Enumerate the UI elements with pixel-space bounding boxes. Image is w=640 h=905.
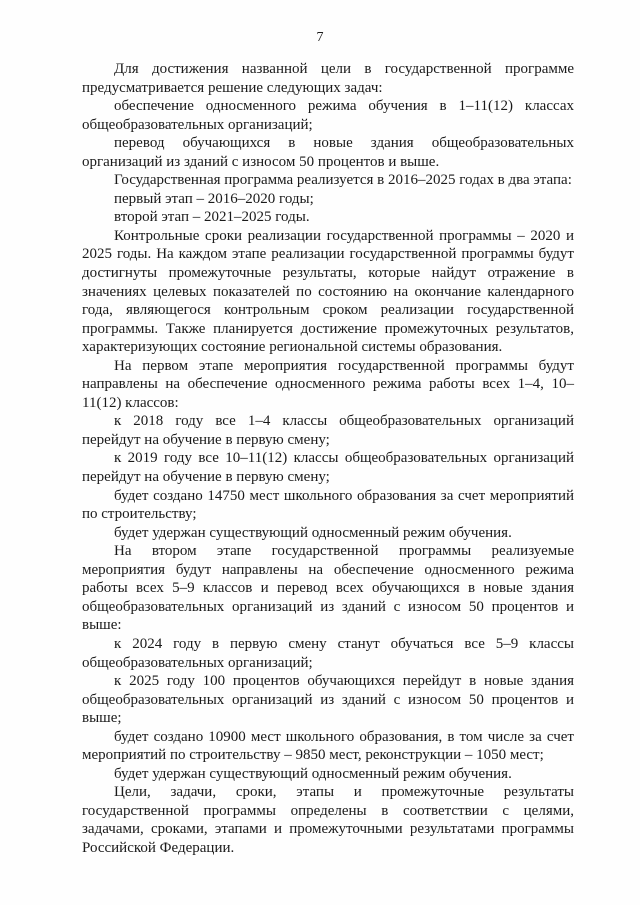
paragraph: Контрольные сроки реализации государственной программы – 2020 и 2025 годы. На каждом этапе реализации государственной программы будут достигнуты промежуточные результаты, которые найдут отражение в значениях целевых показателей по состоянию на окончание календарного года, являющегося контрольным сроком реализации государственной программы. Также планируется достижение промежуточных результатов, характеризующих состояние региональной системы образования.	[82, 227, 574, 356]
paragraph: Для достижения названной цели в государственной программе предусматривается решение следующих задач:	[82, 61, 574, 96]
paragraph: перевод обучающихся в новые здания общеобразовательных организаций из зданий с износом 50 процентов и выше.	[82, 135, 574, 170]
paragraph: к 2019 году все 10–11(12) классы общеобразовательных организаций перейдут на обучение в первую смену;	[82, 450, 574, 486]
paragraph: первый этап – 2016–2020 годы;	[114, 190, 314, 207]
paragraph: к 2025 году 100 процентов обучающихся перейдут в новые здания общеобразовательных организаций из зданий с износом 50 процентов и выше;	[82, 673, 574, 727]
paragraph: второй этап – 2021–2025 годы.	[114, 209, 310, 226]
body-text	[82, 60, 574, 858]
paragraph: к 2018 году все 1–4 классы общеобразовательных организаций перейдут на обучение в первую смену;	[82, 413, 574, 448]
paragraph: будет создано 14750 мест школьного образования за счет мероприятий по строительству;	[82, 487, 574, 523]
paragraph: будет создано 10900 мест школьного образования, в том числе за счет мероприятий по строительству – 9850 мест, реконструкции – 1050 мест;	[82, 728, 574, 764]
paragraph: Цели, задачи, сроки, этапы и промежуточные результаты государственной программы определены в соответствии с целями, задачами, сроками, этапами и промежуточными результатами программы Российской Федерации.	[82, 784, 574, 856]
paragraph: обеспечение односменного режима обучения в 1–11(12) классах общеобразовательных организаций;	[82, 98, 574, 133]
paragraph: Государственная программа реализуется в 2016–2025 годах в два этапа:	[114, 172, 572, 189]
page-number: 7	[316, 30, 324, 45]
paragraph: На первом этапе мероприятия государственной программы будут направлены на обеспечение односменного режима работы всех 1–4, 10–11(12) классов:	[82, 357, 574, 411]
paragraph: будет удержан существующий односменный режим обучения.	[114, 524, 512, 541]
paragraph: к 2024 году в первую смену станут обучаться все 5–9 классы общеобразовательных организаций;	[82, 635, 574, 671]
paragraph: будет удержан существующий односменный режим обучения.	[114, 765, 512, 782]
paragraph: На втором этапе государственной программы реализуемые мероприятия будут направлены на обеспечение односменного режима работы всех 5–9 классов и перевод всех обучающихся в новые здания общеобразовательных организаций из зданий с износом 50 процентов и выше:	[82, 543, 574, 634]
